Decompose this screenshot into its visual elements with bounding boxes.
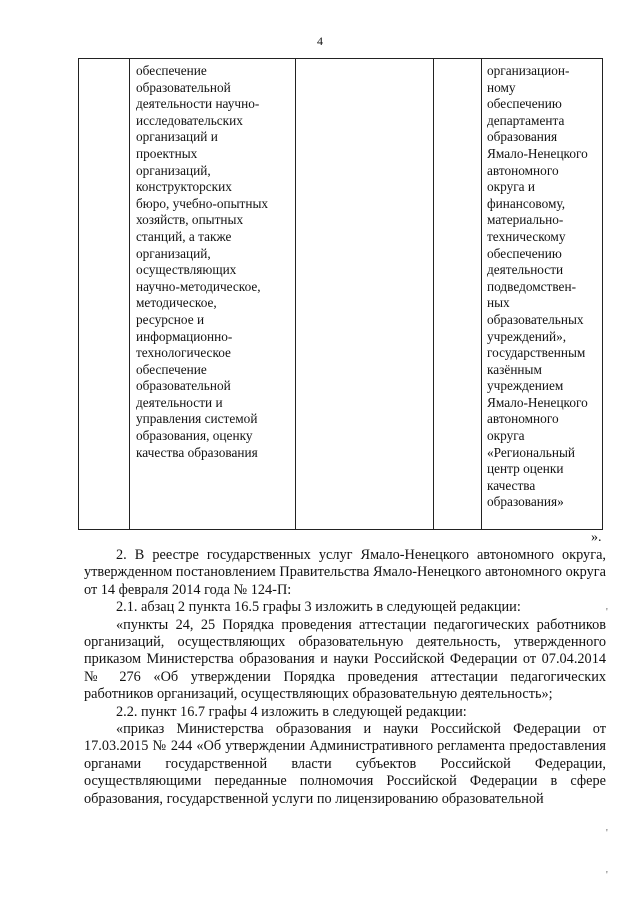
page-number: 4: [317, 34, 323, 48]
table-column-divider-3: [433, 59, 434, 529]
margin-tick-mark: ': [606, 607, 608, 618]
paragraph-quote-order: «приказ Министерства образования и науки Российской Федерации от 17.03.2015 № 244 «Об утверждении Административного регламента предоставления органами государственной власти субъектов Российской Федерации, осуществляющими переданные полномочия Российской Федерации в сфере образования, государственной услуги по лицензированию образовательной: [84, 721, 606, 807]
table-column-divider-1: [129, 59, 130, 529]
continuation-table: [78, 58, 603, 530]
table-cell-responsible-body: организацион- ному обеспечению департамента образования Ямало-Ненецкого автономного округа и финансовому, материально- техническому обеспечению деятельности подведомствен- ных образовательных учреждений», государственным казённым учреждением Ямало-Ненецкого автономного округа «Региональный центр оценки качества образования»: [487, 63, 588, 510]
margin-tick-mark: ': [606, 870, 608, 881]
paragraph-quote-attestation: «пункты 24, 25 Порядка проведения аттестации педагогических работников организаций, осуществляющих образовательную деятельность, утвержденного приказом Министерства образования и науки Российской Федерации от 07.04.2014 № 276 «Об утверждении Порядка проведения аттестации педагогических работников организаций, осуществляющих образовательную деятельность»;: [84, 616, 606, 703]
paragraph-2-1: 2.1. абзац 2 пункта 16.5 графы 3 изложить в следующей редакции:: [116, 599, 521, 616]
document-body: [84, 547, 606, 808]
table-column-divider-4: [481, 59, 482, 529]
paragraph-2-2: 2.2. пункт 16.7 графы 4 изложить в следующей редакции:: [116, 703, 467, 720]
margin-tick-mark: ': [606, 828, 608, 839]
table-column-divider-2: [295, 59, 296, 529]
table-cell-activity-description: обеспечение образовательной деятельности научно- исследовательских организаций и проектных организаций, конструкторских бюро, учебно-опытных хозяйств, опытных станций, а также организаций, осуществляющих научно-методическое, методическое, ресурсное и информационно- технологическое обеспечение образовательной деятельности и управления системой образования, оценку качества образования: [136, 63, 269, 460]
paragraph-registry: 2. В реестре государственных услуг Ямало-Ненецкого автономного округа, утвержденном постановлением Правительства Ямало-Ненецкого автономного округа от 14 февраля 2014 года № 124-П:: [84, 547, 606, 598]
quote-closing-mark: ».: [591, 530, 602, 545]
